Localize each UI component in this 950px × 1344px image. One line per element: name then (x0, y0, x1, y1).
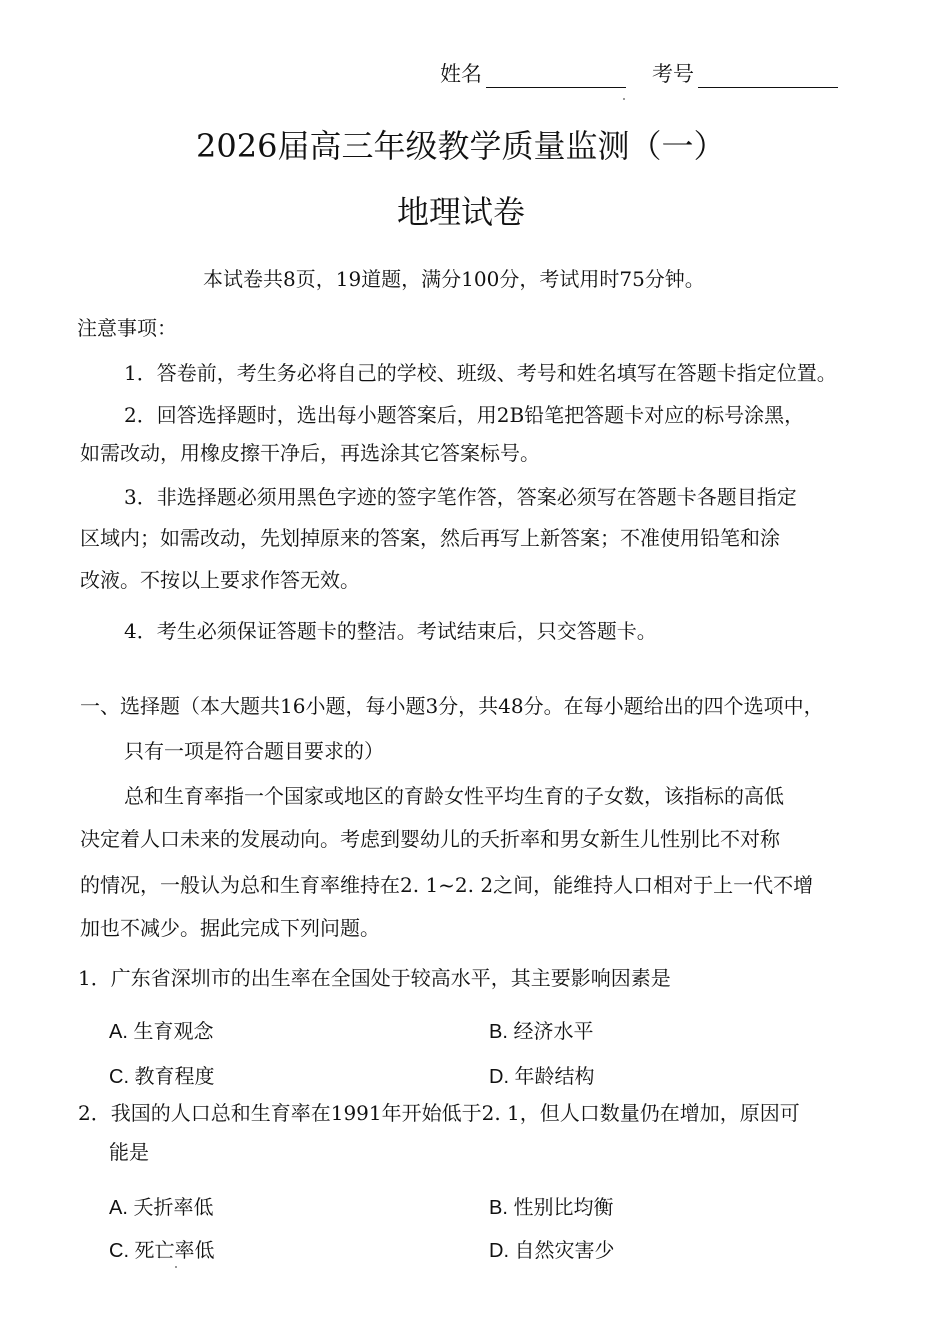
exam-title: 2026届高三年级教学质量监测（一） (196, 127, 726, 165)
exam-info: 本试卷共8页，19道题，满分100分，考试用时75分钟。 (203, 267, 705, 291)
question-1-stem: 1．广东省深圳市的出生率在全国处于较高水平，其主要影响因素是 (78, 966, 671, 990)
name-blank[interactable] (486, 65, 626, 88)
id-blank[interactable] (698, 65, 838, 88)
q1-option-c[interactable]: C. 教育程度 (109, 1066, 215, 1088)
q2-option-c[interactable]: C. 死亡率低 (109, 1240, 215, 1262)
section-heading-cont: 只有一项是符合题目要求的） (124, 739, 384, 763)
q1-option-a[interactable]: A. 生育观念 (109, 1021, 214, 1043)
id-field[interactable] (652, 58, 838, 88)
passage-line: 的情况，一般认为总和生育率维持在2. 1~2. 2之间，能维持人口相对于上一代不增 (80, 873, 814, 897)
q1-option-d[interactable]: D. 年龄结构 (489, 1066, 595, 1088)
scan-dot (175, 1266, 177, 1268)
notice-line: 区域内；如需改动，先划掉原来的答案，然后再写上新答案；不准使用铅笔和涂 (80, 526, 780, 550)
question-2-stem-cont: 能是 (109, 1140, 149, 1164)
notice-line: 3．非选择题必须用黑色字迹的签字笔作答，答案必须写在答题卡各题目指定 (124, 485, 797, 509)
notice-line: 如需改动，用橡皮擦干净后，再选涂其它答案标号。 (80, 441, 540, 465)
subject-title: 地理试卷 (397, 193, 526, 231)
q2-option-a[interactable]: A. 夭折率低 (109, 1197, 214, 1219)
q2-option-b[interactable]: B. 性别比均衡 (489, 1197, 614, 1219)
section-heading: 一、选择题（本大题共16小题，每小题3分，共48分。在每小题给出的四个选项中， (80, 694, 824, 718)
name-label: 姓名 (440, 62, 482, 86)
passage-line: 决定着人口未来的发展动向。考虑到婴幼儿的夭折率和男女新生儿性别比不对称 (80, 827, 780, 851)
notice-line: 4．考生必须保证答题卡的整洁。考试结束后，只交答题卡。 (124, 619, 657, 643)
q1-option-b[interactable]: B. 经济水平 (489, 1021, 594, 1043)
q2-option-d[interactable]: D. 自然灾害少 (489, 1240, 615, 1262)
passage-line: 加也不减少。据此完成下列问题。 (80, 916, 380, 940)
notice-line: 2．回答选择题时，选出每小题答案后，用2B铅笔把答题卡对应的标号涂黑， (124, 403, 805, 427)
notice-line: 改液。不按以上要求作答无效。 (80, 568, 360, 592)
question-2-stem: 2．我国的人口总和生育率在1991年开始低于2. 1，但人口数量仍在增加，原因可 (78, 1101, 800, 1125)
notice-heading: 注意事项： (77, 316, 177, 340)
scan-dot (623, 98, 625, 100)
notice-line: 1．答卷前，考生务必将自己的学校、班级、考号和姓名填写在答题卡指定位置。 (124, 361, 837, 385)
name-field[interactable] (440, 58, 626, 88)
passage-line: 总和生育率指一个国家或地区的育龄女性平均生育的子女数，该指标的高低 (124, 784, 784, 808)
id-label: 考号 (652, 62, 694, 86)
